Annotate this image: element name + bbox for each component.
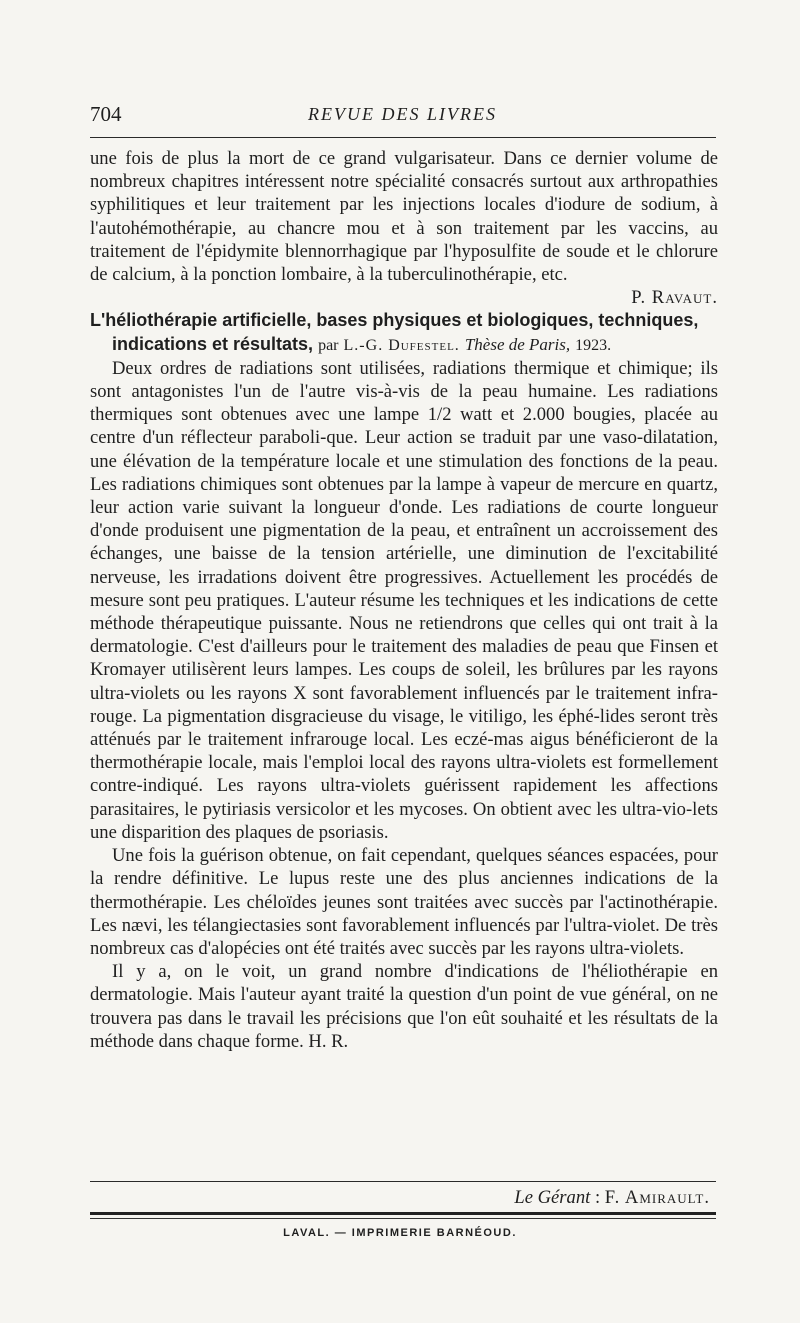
running-title: REVUE DES LIVRES bbox=[308, 104, 497, 124]
gerant-separator: : bbox=[590, 1187, 605, 1208]
review-paragraph: Il y a, on le voit, un grand nombre d'indications de l'héliothérapie en dermatologie. Mais l'auteur ayant traité la question d'un point de vue général, on ne trouvera pas dans le travail les précisions que l'on eût souhaité et les résultats de la méthode dans chaque forme. H. R. bbox=[90, 961, 718, 1052]
review-paragraph: Une fois la guérison obtenue, on fait cependant, quelques séances espacées, pour la rendre définitive. Le lupus reste une des plus anciennes indications de la thermothérapie. Les chéloïdes jeunes sont traitées avec succès par l'actinothérapie. Les nævi, les télangiectasies sont favorablement influencés par l'ultra-violet. De très nombreux cas d'alopécies ont été traités avec succès par les rayons ultra-violets. bbox=[90, 845, 718, 959]
footer-thin-rule bbox=[90, 1218, 716, 1219]
review-author-prefix: par bbox=[318, 336, 339, 354]
page-number: 704 bbox=[90, 102, 122, 126]
review-title-line1: L'héliothérapie artificielle, bases physiques et biologiques, techniques, bbox=[90, 310, 699, 331]
page-header bbox=[90, 102, 715, 130]
gerant-label: Le Gérant bbox=[514, 1187, 591, 1208]
header-rule bbox=[90, 137, 716, 138]
printer-imprint: LAVAL. — IMPRIMERIE BARNÉOUD. bbox=[283, 1227, 517, 1239]
continuation-paragraph: une fois de plus la mort de ce grand vulgarisateur. Dans ce dernier volume de nombreux chapitres intéressent notre spécialité consacrés surtout aux arthropathies syphilitiques et leur traitement par les injections locales d'iodure de sodium, à l'autohémothérapie, au chancre mou et à son traitement par les vaccins, au traitement de l'épidymite blennorrhagique par l'hyposulfite de soude et le chlorure de calcium, à la ponction lombaire, à la tuberculinothérapie, etc. bbox=[90, 148, 718, 286]
review-year: 1923. bbox=[575, 336, 612, 354]
review-heading bbox=[90, 309, 718, 356]
body-text bbox=[90, 147, 718, 1053]
review-paragraph: Deux ordres de radiations sont utilisées, radiations thermique et chimique; ils sont antagonistes l'un de l'autre vis-à-vis de la peau humaine. Les radiations thermiques sont obtenues avec une lampe 1/2 watt et 2.000 bougies, placée au centre d'un réflecteur paraboli-que. Leur action se traduit par une vaso-dilatation, une élévation de la température locale et une stimulation des fonctions de la peau. Les radiations chimiques sont obtenues par la lampe à vapeur de mercure en quartz, leur action varie suivant la longueur d'onde. Les radiations de courte longueur d'onde produisent une pigmentation de la peau, et entraînent un accroissement des échanges, une baisse de la tension artérielle, une diminution de l'excitabilité nerveuse, les irradations doivent être progressives. Actuellement les procédés de mesure sont peu pratiques. L'auteur résume les techniques et les indications de cette méthode thérapeutique puissante. Nous ne retiendrons que celles qui ont trait à la dermatologie. C'est d'ailleurs pour le traitement des maladies de peau que Finsen et Kromayer utilisèrent leurs lampes. Les coups de soleil, les brûlures par les rayons ultra-violets ou les rayons X sont favorablement influencés par le traitement infra-rouge. La pigmentation disgracieuse du visage, le vitiligo, les éphé-lides seront très atténués par le traitement infrarouge local. Les eczé-mas aigus bénéficieront de la thermothérapie locale, mais l'emploi local des rayons ultra-violets est formellement contre-indiqué. Les rayons ultra-violets guérissent rapidement les affections parasitaires, le pytiriasis versicolor et les mycoses. On obtient avec les ultra-vio-lets une disparition des plaques de psoriasis. bbox=[90, 357, 718, 843]
signature-ravaut: P. Ravaut. bbox=[631, 287, 718, 309]
footer-rule bbox=[90, 1181, 716, 1182]
gerant-name: F. Amirault. bbox=[604, 1187, 710, 1208]
gerant-line bbox=[514, 1187, 710, 1209]
footer-thick-rule bbox=[90, 1212, 716, 1215]
review-thesis: Thèse de Paris, bbox=[464, 334, 571, 354]
review-author: L.-G. Dufestel. bbox=[343, 336, 460, 354]
review-title-line2: indications et résultats, bbox=[112, 333, 314, 354]
